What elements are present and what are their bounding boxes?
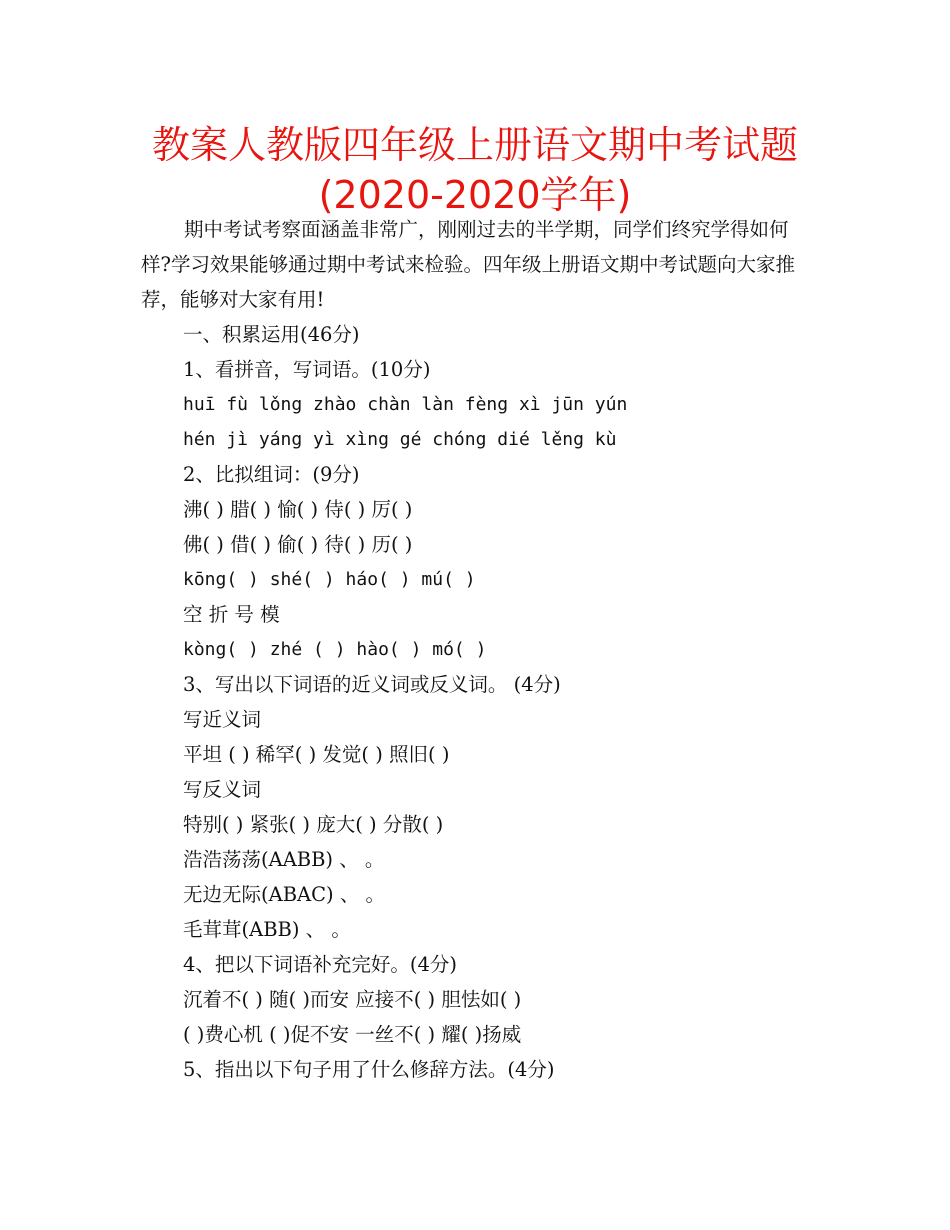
question-heading: 3、写出以下词语的近义词或反义词。 (4分) (183, 673, 561, 696)
document-title-line-1: 教案人教版四年级上册语文期中考试题 (151, 123, 798, 167)
exercise-line: kōng( ) shé( ) háo( ) mú( ) (183, 569, 476, 590)
document-title-line-2: (2020-2020学年) (318, 173, 632, 217)
section-heading: 一、积累运用(46分) (183, 323, 360, 346)
intro-paragraph: 期中考试考察面涵盖非常广，刚刚过去的半学期，同学们终究学得如何样?学习效果能够通过期中考试来检验。四年级上册语文期中考试题向大家推荐，能够对大家有用! (141, 218, 795, 311)
exercise-line: 浩浩荡荡(AABB) 、 。 (183, 848, 385, 871)
exercise-line: 沸( ) 腊( ) 愉( ) 侍( ) 厉( ) (183, 498, 413, 521)
sub-heading: 写反义词 (183, 778, 262, 801)
exercise-line: 佛( ) 借( ) 偷( ) 待( ) 历( ) (183, 533, 413, 556)
question-heading: 5、指出以下句子用了什么修辞方法。(4分) (183, 1058, 555, 1081)
question-heading: 2、比拟组词：(9分) (183, 463, 360, 486)
exam-content (183, 317, 823, 1087)
exercise-line: 特别( ) 紧张( ) 庞大( ) 分散( ) (183, 813, 444, 836)
question-heading: 1、看拼音，写词语。(10分) (183, 358, 431, 381)
exercise-line: 空 折 号 模 (183, 603, 280, 626)
sub-heading: 写近义词 (183, 708, 262, 731)
question-heading: 4、把以下词语补充完好。(4分) (183, 953, 458, 976)
exercise-line: kòng( ) zhé ( ) hào( ) mó( ) (183, 639, 487, 660)
pinyin-line: hén jì yáng yì xìng gé chóng dié lěng kù (183, 429, 617, 450)
exercise-line: ( )费心机 ( )促不安 一丝不( ) 耀( )扬威 (183, 1023, 522, 1046)
exercise-line: 无边无际(ABAC) 、 。 (183, 883, 386, 906)
exercise-line: 沉着不( ) 随( )而安 应接不( ) 胆怯如( ) (183, 988, 522, 1011)
exercise-line: 毛茸茸(ABB) 、 。 (183, 918, 351, 941)
exercise-line: 平坦 ( ) 稀罕( ) 发觉( ) 照旧( ) (183, 743, 450, 766)
pinyin-line: huī fù lǒng zhào chàn làn fèng xì jūn yún (183, 394, 628, 415)
